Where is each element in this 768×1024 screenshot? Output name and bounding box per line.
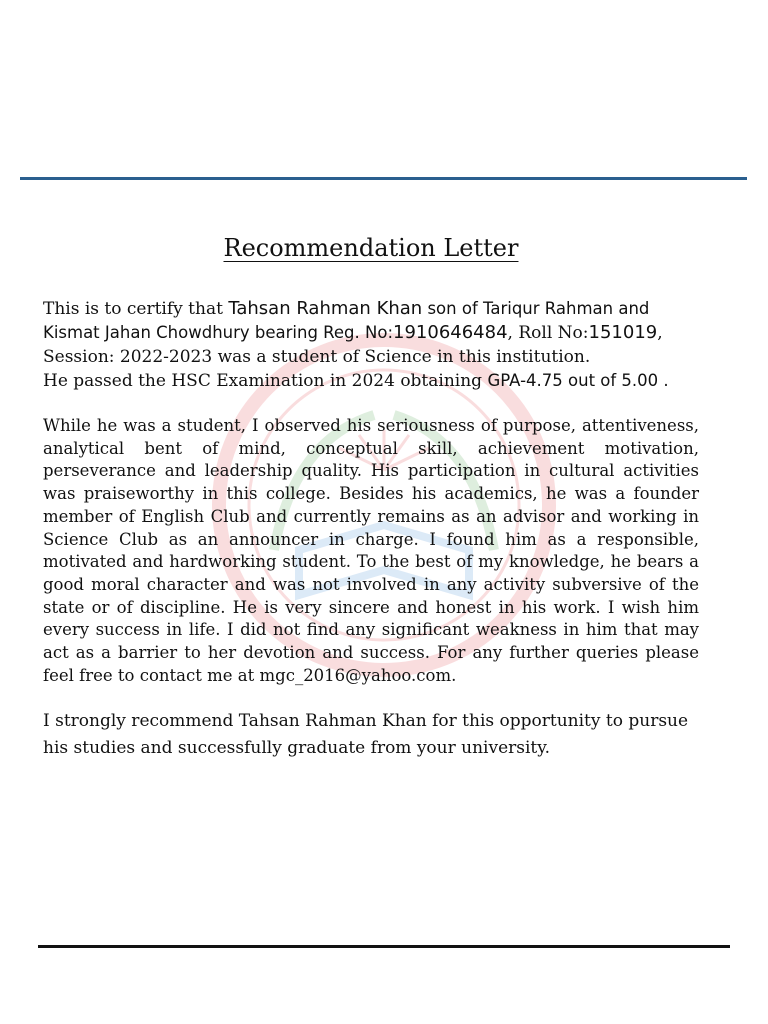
letter-content (43, 232, 699, 762)
intro-text-3: , Roll No: (507, 323, 589, 343)
footer-rule (38, 945, 730, 948)
body-paragraph: While he was a student, I observed his seriousness of purpose, attentiveness, analytical bent of mind, conceptual skill, achievement motivation, perseverance and leadership quality. His participation in cultural activities was praiseworthy in this college. Besides his academics, he was a founder member of English Club and currently remains as an advisor and working in Science Club as an announcer in charge. I found him as a responsible, motivated and hardworking student. To the best of my knowledge, he bears a good moral character and was not involved in any activity subversive of the state or of discipline. He is very sincere and honest in his work. I wish him every success in life. I did not find any significant weakness in him that may act as a barrier to her devotion and success. For any further queries please feel free to contact me at mgc_2016@yahoo.com. (43, 416, 699, 685)
roll-number: 151019 (588, 322, 658, 343)
reg-number: 1910646484 (393, 322, 508, 343)
intro-text-2: son of Tariqur Rahman and Kismat Jahan Chowdhury bearing Reg. No: (43, 299, 650, 342)
header-rule (20, 177, 747, 180)
closing-paragraph: I strongly recommend Tahsan Rahman Khan for this opportunity to pursue his studies and successfully graduate from your university. (43, 711, 689, 759)
intro-paragraph (43, 297, 699, 393)
student-name: Tahsan Rahman Khan (228, 298, 423, 319)
gpa-result: GPA-4.75 out of 5.00 . (487, 371, 669, 390)
letter-title: Recommendation Letter (223, 234, 519, 262)
intro-text-1: This is to certify that (43, 299, 229, 319)
hsc-line: He passed the HSC Examination in 2024 obtaining (43, 371, 488, 391)
session-line: Session: 2022-2023 was a student of Science in this institution. (43, 347, 591, 367)
intro-text-4: , (657, 323, 663, 343)
